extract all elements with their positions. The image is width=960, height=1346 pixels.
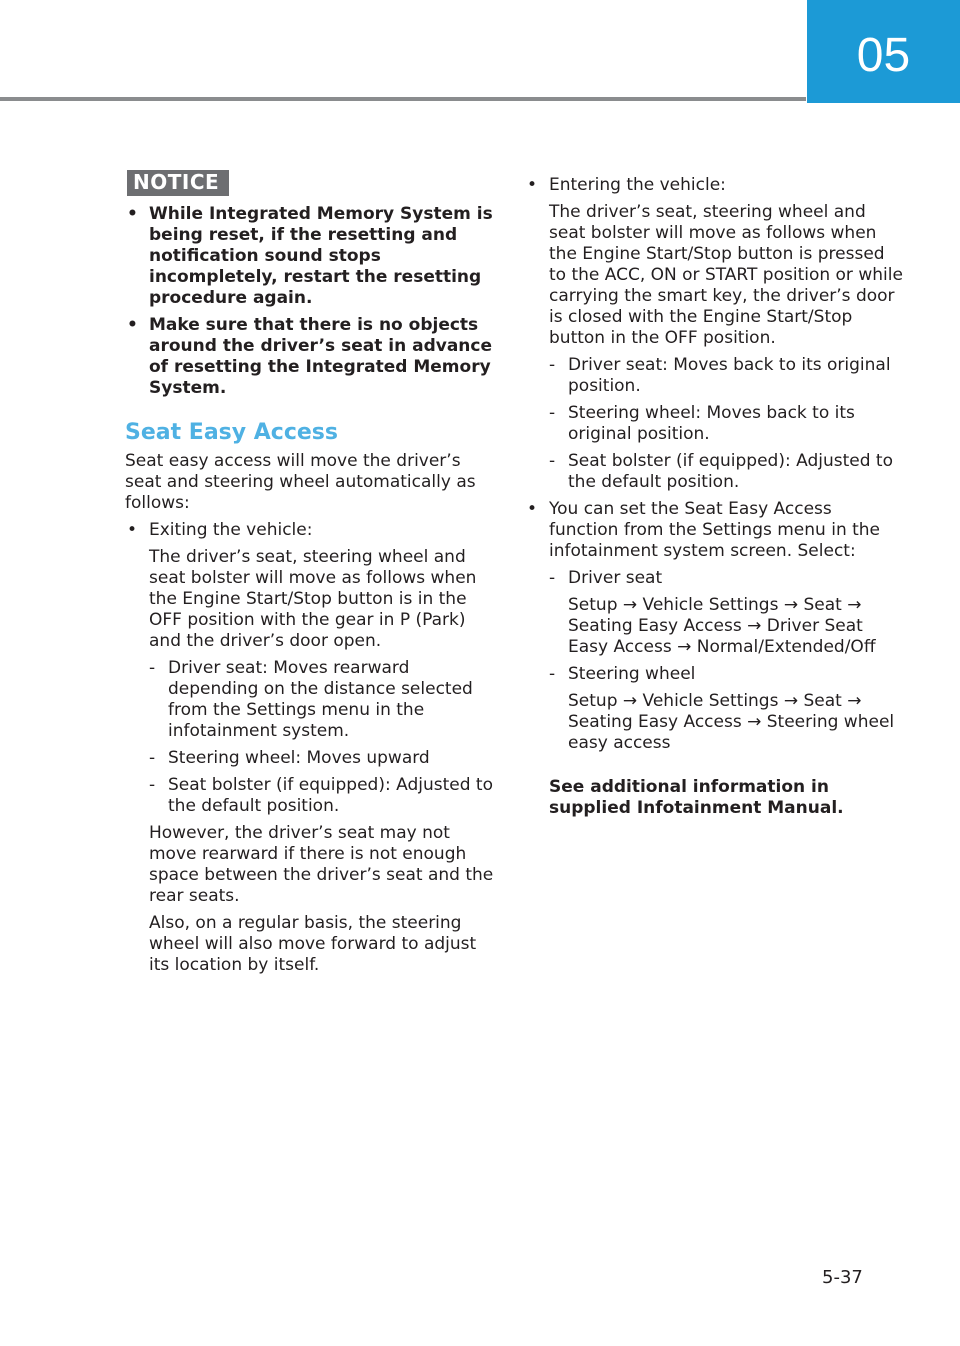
settings-text: You can set the Seat Easy Access function from the Settings menu in the infotainment system screen. Select: (549, 499, 881, 561)
entering-label: Entering the vehicle: (549, 175, 726, 195)
settings-bullet (525, 499, 905, 819)
dash-icon: - (149, 748, 156, 768)
bullet-icon: • (127, 520, 138, 540)
list-item: - Seat bolster (if equipped): Adjusted to the default position. (149, 775, 493, 816)
see-also-note: See additional information in supplied Infotainment Manual. (549, 777, 844, 818)
steering-wheel-label: Steering wheel (568, 664, 696, 684)
list-item (549, 664, 905, 754)
header-rule (0, 97, 806, 101)
dash-icon: - (149, 775, 156, 795)
chapter-tab (807, 0, 960, 103)
bullet-icon: • (127, 204, 138, 224)
notice-item: • While Integrated Memory System is being reset, if the resetting and notification sound stops incompletely, restart the resetting procedure again. (127, 204, 493, 308)
page-number: 5-37 (822, 1267, 863, 1288)
list-item: - Driver seat: Moves rearward depending on the distance selected from the Settings menu in the infotainment system. (149, 658, 473, 741)
dash-icon: - (549, 568, 556, 588)
exiting-label: Exiting the vehicle: (149, 520, 313, 540)
bullet-icon: • (527, 175, 538, 195)
exiting-description: The driver’s seat, steering wheel and seat bolster will move as follows when the Engine Start/Stop button is in the OFF position with the gear in P (Park) and the driver’s door open. (149, 547, 477, 651)
list-item: - Seat bolster (if equipped): Adjusted to the default position. (549, 451, 893, 492)
dash-icon: - (549, 355, 556, 375)
exiting-bullet (125, 520, 495, 976)
entering-bullet (525, 175, 905, 493)
exiting-note: However, the driver’s seat may not move rearward if there is not enough space between the driver’s seat and the rear seats. (149, 823, 494, 906)
list-item: - Steering wheel: Moves back to its original position. (549, 403, 855, 444)
section-intro: Seat easy access will move the driver’s seat and steering wheel automatically as follows: (125, 451, 476, 513)
left-column (125, 170, 495, 976)
list-item: - Steering wheel: Moves upward (149, 748, 430, 768)
exiting-note: Also, on a regular basis, the steering wheel will also move forward to adjust its location by itself. (149, 913, 477, 975)
dash-icon: - (549, 451, 556, 471)
bullet-icon: • (127, 315, 138, 335)
bullet-icon: • (527, 499, 538, 519)
steering-wheel-menu-path: Setup → Vehicle Settings → Seat → Seating Easy Access → Steering wheel easy access (568, 691, 895, 753)
section-heading: Seat Easy Access (125, 420, 338, 445)
chapter-number: 05 (856, 29, 911, 82)
notice-badge: NOTICE (127, 170, 229, 196)
dash-icon: - (149, 658, 156, 678)
driver-seat-menu-path: Setup → Vehicle Settings → Seat → Seating Easy Access → Driver Seat Easy Access → Normal/Extended/Off (568, 595, 876, 657)
entering-description: The driver’s seat, steering wheel and seat bolster will move as follows when the Engine Start/Stop button is pressed to the ACC, ON or START position or while carrying the smart key, the driver’s door is closed with the Engine Start/Stop button in the OFF position. (549, 202, 903, 348)
list-item (549, 568, 905, 658)
notice-item: • Make sure that there is no objects around the driver’s seat in advance of resetting the Integrated Memory System. (127, 315, 493, 398)
dash-icon: - (549, 664, 556, 684)
list-item: - Driver seat: Moves back to its original position. (549, 355, 891, 396)
driver-seat-label: Driver seat (568, 568, 663, 588)
dash-icon: - (549, 403, 556, 423)
right-column (525, 175, 905, 819)
